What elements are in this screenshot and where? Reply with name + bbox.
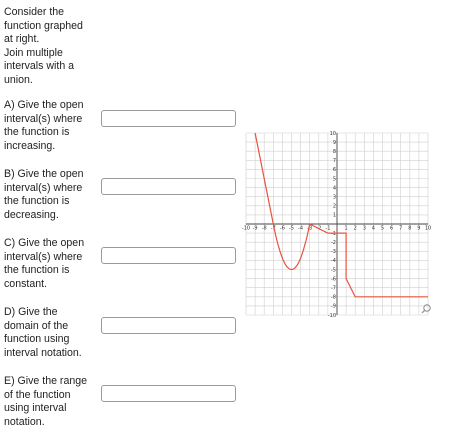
y-tick-label: -10 — [327, 312, 336, 319]
y-tick-label: -4 — [331, 258, 336, 265]
y-tick-label: -2 — [331, 240, 336, 246]
y-tick-label: 9 — [332, 139, 336, 146]
x-tick-label: 8 — [408, 225, 412, 232]
x-tick-label: 1 — [344, 225, 348, 232]
question-c-label: C) Give the open interval(s) where the function is constant. — [4, 237, 85, 290]
y-tick-label: -1 — [331, 230, 336, 237]
y-tick-label: -8 — [331, 294, 336, 301]
x-tick-label: 2 — [353, 225, 357, 232]
y-tick-label: -9 — [331, 303, 336, 310]
y-tick-label: -7 — [331, 285, 336, 292]
intro-text: Consider the function graphed at right. Join multiple intervals with a union. — [4, 6, 83, 86]
y-tick-label: 3 — [332, 194, 336, 201]
x-tick-label: 4 — [371, 225, 375, 232]
x-tick-label: -7 — [270, 225, 276, 232]
y-tick-label: -6 — [331, 276, 336, 283]
x-tick-label: -3 — [307, 225, 313, 232]
y-tick-label: 7 — [332, 158, 336, 165]
y-tick-label: 4 — [332, 185, 336, 192]
y-tick-label: 6 — [332, 167, 336, 174]
question-e-label: E) Give the range of the function using interval notation. — [4, 375, 88, 428]
y-tick-label: -5 — [331, 267, 336, 274]
x-tick-label: -4 — [298, 225, 304, 232]
x-tick-label: -9 — [252, 225, 258, 232]
x-tick-label: -1 — [325, 225, 331, 232]
y-tick-label: 1 — [332, 212, 336, 219]
x-tick-label: -10 — [241, 225, 251, 232]
y-tick-label: 8 — [332, 149, 336, 155]
x-tick-label: 3 — [362, 225, 366, 232]
x-tick-label: 6 — [390, 225, 394, 232]
x-tick-label: 5 — [380, 225, 385, 232]
question-b-label: B) Give the open interval(s) where the function is decreasing. — [4, 168, 84, 221]
y-tick-label: -3 — [331, 249, 336, 256]
x-tick-label: -5 — [289, 225, 294, 232]
y-tick-label: 5 — [332, 176, 336, 183]
x-tick-label: -2 — [316, 225, 322, 232]
x-tick-label: -8 — [261, 225, 267, 232]
y-tick-label: 10 — [329, 130, 336, 137]
x-tick-label: 9 — [417, 225, 421, 232]
question-d-label: D) Give the domain of the function using interval notation. — [4, 306, 82, 359]
x-tick-label: 10 — [424, 225, 432, 232]
question-a-label: A) Give the open interval(s) where the function is increasing. — [4, 99, 84, 152]
y-tick-label: 2 — [332, 203, 336, 210]
x-tick-label: -6 — [279, 225, 285, 232]
x-tick-label: 7 — [399, 225, 403, 232]
